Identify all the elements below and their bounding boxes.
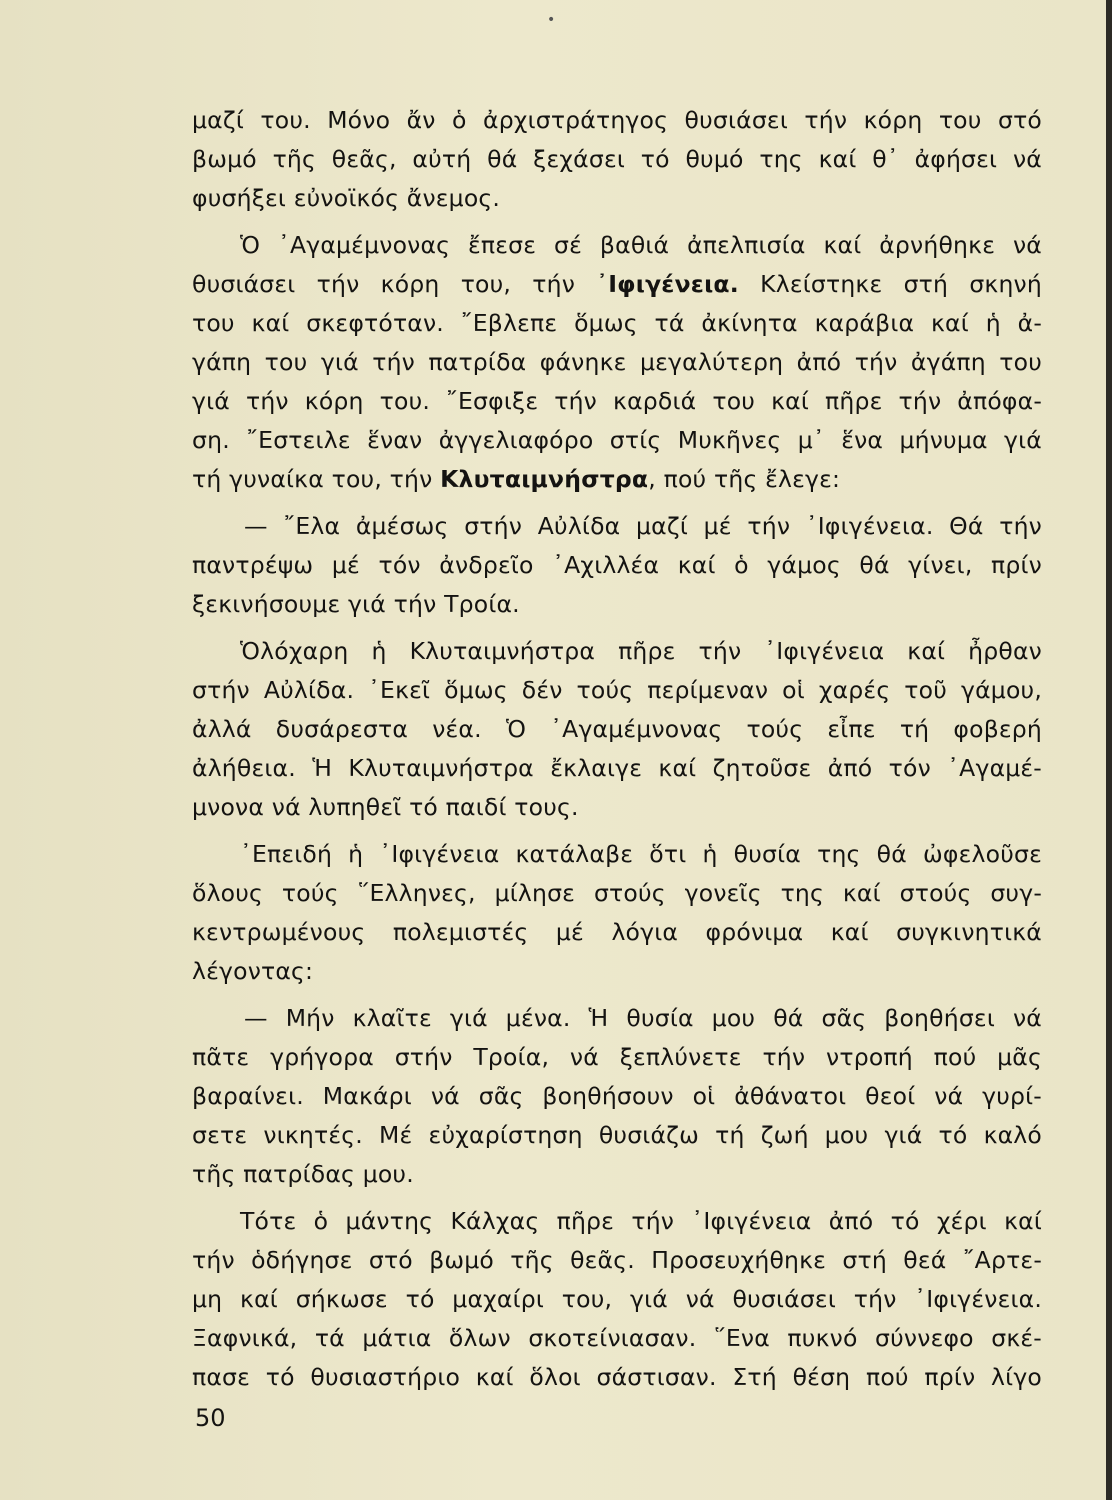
name-iphigenia: ᾿Ιφιγένεια.	[596, 270, 739, 298]
text-line: γάπη του γιά τήν πατρίδα φάνηκε μεγαλύτερη ἀπό τήν ἀγάπη του	[192, 348, 1042, 376]
text-segment: Κλείστηκε στή σκηνή	[738, 270, 1042, 298]
text-line: τήν ὁδήγησε στό βωμό τῆς θεᾶς. Προσευχήθηκε στή θεά ῎Αρτε-	[192, 1246, 1042, 1274]
text-line: λέγοντας:	[192, 957, 314, 985]
text-line: ὅλους τούς ῞Ελληνες, μίλησε στούς γονεῖς της καί στούς συγ-	[192, 879, 1042, 907]
text-line: Ὁ ᾿Αγαμέμνονας ἔπεσε σέ βαθιά ἀπελπισία καί ἀρνήθηκε νά	[240, 231, 1042, 259]
text-line: ἀλλά δυσάρεστα νέα. Ὁ ᾿Αγαμέμνονας τούς εἶπε τή φοβερή	[192, 715, 1042, 743]
text-line: Ξαφνικά, τά μάτια ὅλων σκοτείνιασαν. ῞Ενα πυκνό σύννεφο σκέ-	[192, 1324, 1042, 1352]
text-line: τῆς πατρίδας μου.	[192, 1160, 414, 1188]
text-line: φυσήξει εὐνοϊκός ἄνεμος.	[192, 184, 501, 212]
body-text	[192, 101, 1042, 1397]
text-line: — Μήν κλαῖτε γιά μένα. Ἡ θυσία μου θά σᾶς βοηθήσει νά	[244, 1004, 1042, 1032]
text-segment: θυσιάσει τήν κόρη του, τήν	[192, 270, 597, 298]
text-line: γιά τήν κόρη του. ῎Εσφιξε τήν καρδιά του καί πῆρε τήν ἀπόφα-	[192, 387, 1042, 415]
page-edge-shadow	[1106, 0, 1112, 1500]
text-line: κεντρωμένους πολεμιστές μέ λόγια φρόνιμα καί συγκινητικά	[192, 918, 1042, 946]
text-line: πασε τό θυσιαστήριο καί ὅλοι σάστισαν. Στή θέση πού πρίν λίγο	[192, 1363, 1042, 1391]
text-segment: , πού τῆς ἔλεγε:	[648, 465, 841, 493]
text-line: βωμό τῆς θεᾶς, αὐτή θά ξεχάσει τό θυμό της καί θ᾽ ἀφήσει νά	[192, 145, 1042, 173]
text-line: παντρέψω μέ τόν ἀνδρεῖο ᾿Αχιλλέα καί ὁ γάμος θά γίνει, πρίν	[192, 551, 1042, 579]
text-line	[192, 265, 1042, 304]
text-line: του καί σκεφτόταν. ῎Εβλεπε ὅμως τά ἀκίνητα καράβια καί ἡ ἀ-	[192, 309, 1042, 337]
text-line: μαζί του. Μόνο ἄν ὁ ἀρχιστράτηγος θυσιάσει τήν κόρη του στό	[192, 106, 1042, 134]
paragraph-2	[192, 226, 1042, 499]
paragraph-6-dialogue	[192, 999, 1042, 1194]
name-klytaimnistra: Κλυταιμνήστρα	[440, 465, 649, 493]
text-line: μη καί σήκωσε τό μαχαίρι του, γιά νά θυσιάσει τήν ᾿Ιφιγένεια.	[192, 1285, 1042, 1313]
paragraph-7	[192, 1202, 1042, 1397]
text-line: Τότε ὁ μάντης Κάλχας πῆρε τήν ᾿Ιφιγένεια ἀπό τό χέρι καί	[240, 1207, 1042, 1235]
paragraph-5	[192, 835, 1042, 991]
paragraph-1	[192, 101, 1042, 218]
page-number: 50	[195, 1404, 226, 1432]
paragraph-4	[192, 632, 1042, 827]
paragraph-3-dialogue	[192, 507, 1042, 624]
print-speck: •	[547, 12, 556, 28]
text-line: σετε νικητές. Μέ εὐχαρίστηση θυσιάζω τή ζωή μου γιά τό καλό	[192, 1121, 1042, 1149]
text-line: πᾶτε γρήγορα στήν Τροία, νά ξεπλύνετε τήν ντροπή πού μᾶς	[192, 1043, 1042, 1071]
text-line: βαραίνει. Μακάρι νά σᾶς βοηθήσουν οἱ ἀθάνατοι θεοί νά γυρί-	[192, 1082, 1042, 1110]
text-line: ξεκινήσουμε γιά τήν Τροία.	[192, 590, 520, 618]
text-line	[192, 460, 1042, 499]
text-line: ση. ῎Εστειλε ἕναν ἀγγελιαφόρο στίς Μυκῆνες μ᾽ ἕνα μήνυμα γιά	[192, 426, 1042, 454]
text-line: ἀλήθεια. Ἡ Κλυταιμνήστρα ἔκλαιγε καί ζητοῦσε ἀπό τόν ᾿Αγαμέ-	[192, 754, 1042, 782]
text-line: — ῎Ελα ἀμέσως στήν Αὐλίδα μαζί μέ τήν ᾿Ιφιγένεια. Θά τήν	[244, 512, 1042, 540]
text-line: στήν Αὐλίδα. ᾿Εκεῖ ὅμως δέν τούς περίμεναν οἱ χαρές τοῦ γάμου,	[192, 676, 1042, 704]
text-line: Ὁλόχαρη ἡ Κλυταιμνήστρα πῆρε τήν ᾿Ιφιγένεια καί ἦρθαν	[240, 637, 1042, 665]
text-segment: τή γυναίκα του, τήν	[192, 465, 441, 493]
text-line: ᾿Επειδή ἡ ᾿Ιφιγένεια κατάλαβε ὅτι ἡ θυσία της θά ὠφελοῦσε	[240, 840, 1042, 868]
text-line: μνονα νά λυπηθεῖ τό παιδί τους.	[192, 793, 579, 821]
